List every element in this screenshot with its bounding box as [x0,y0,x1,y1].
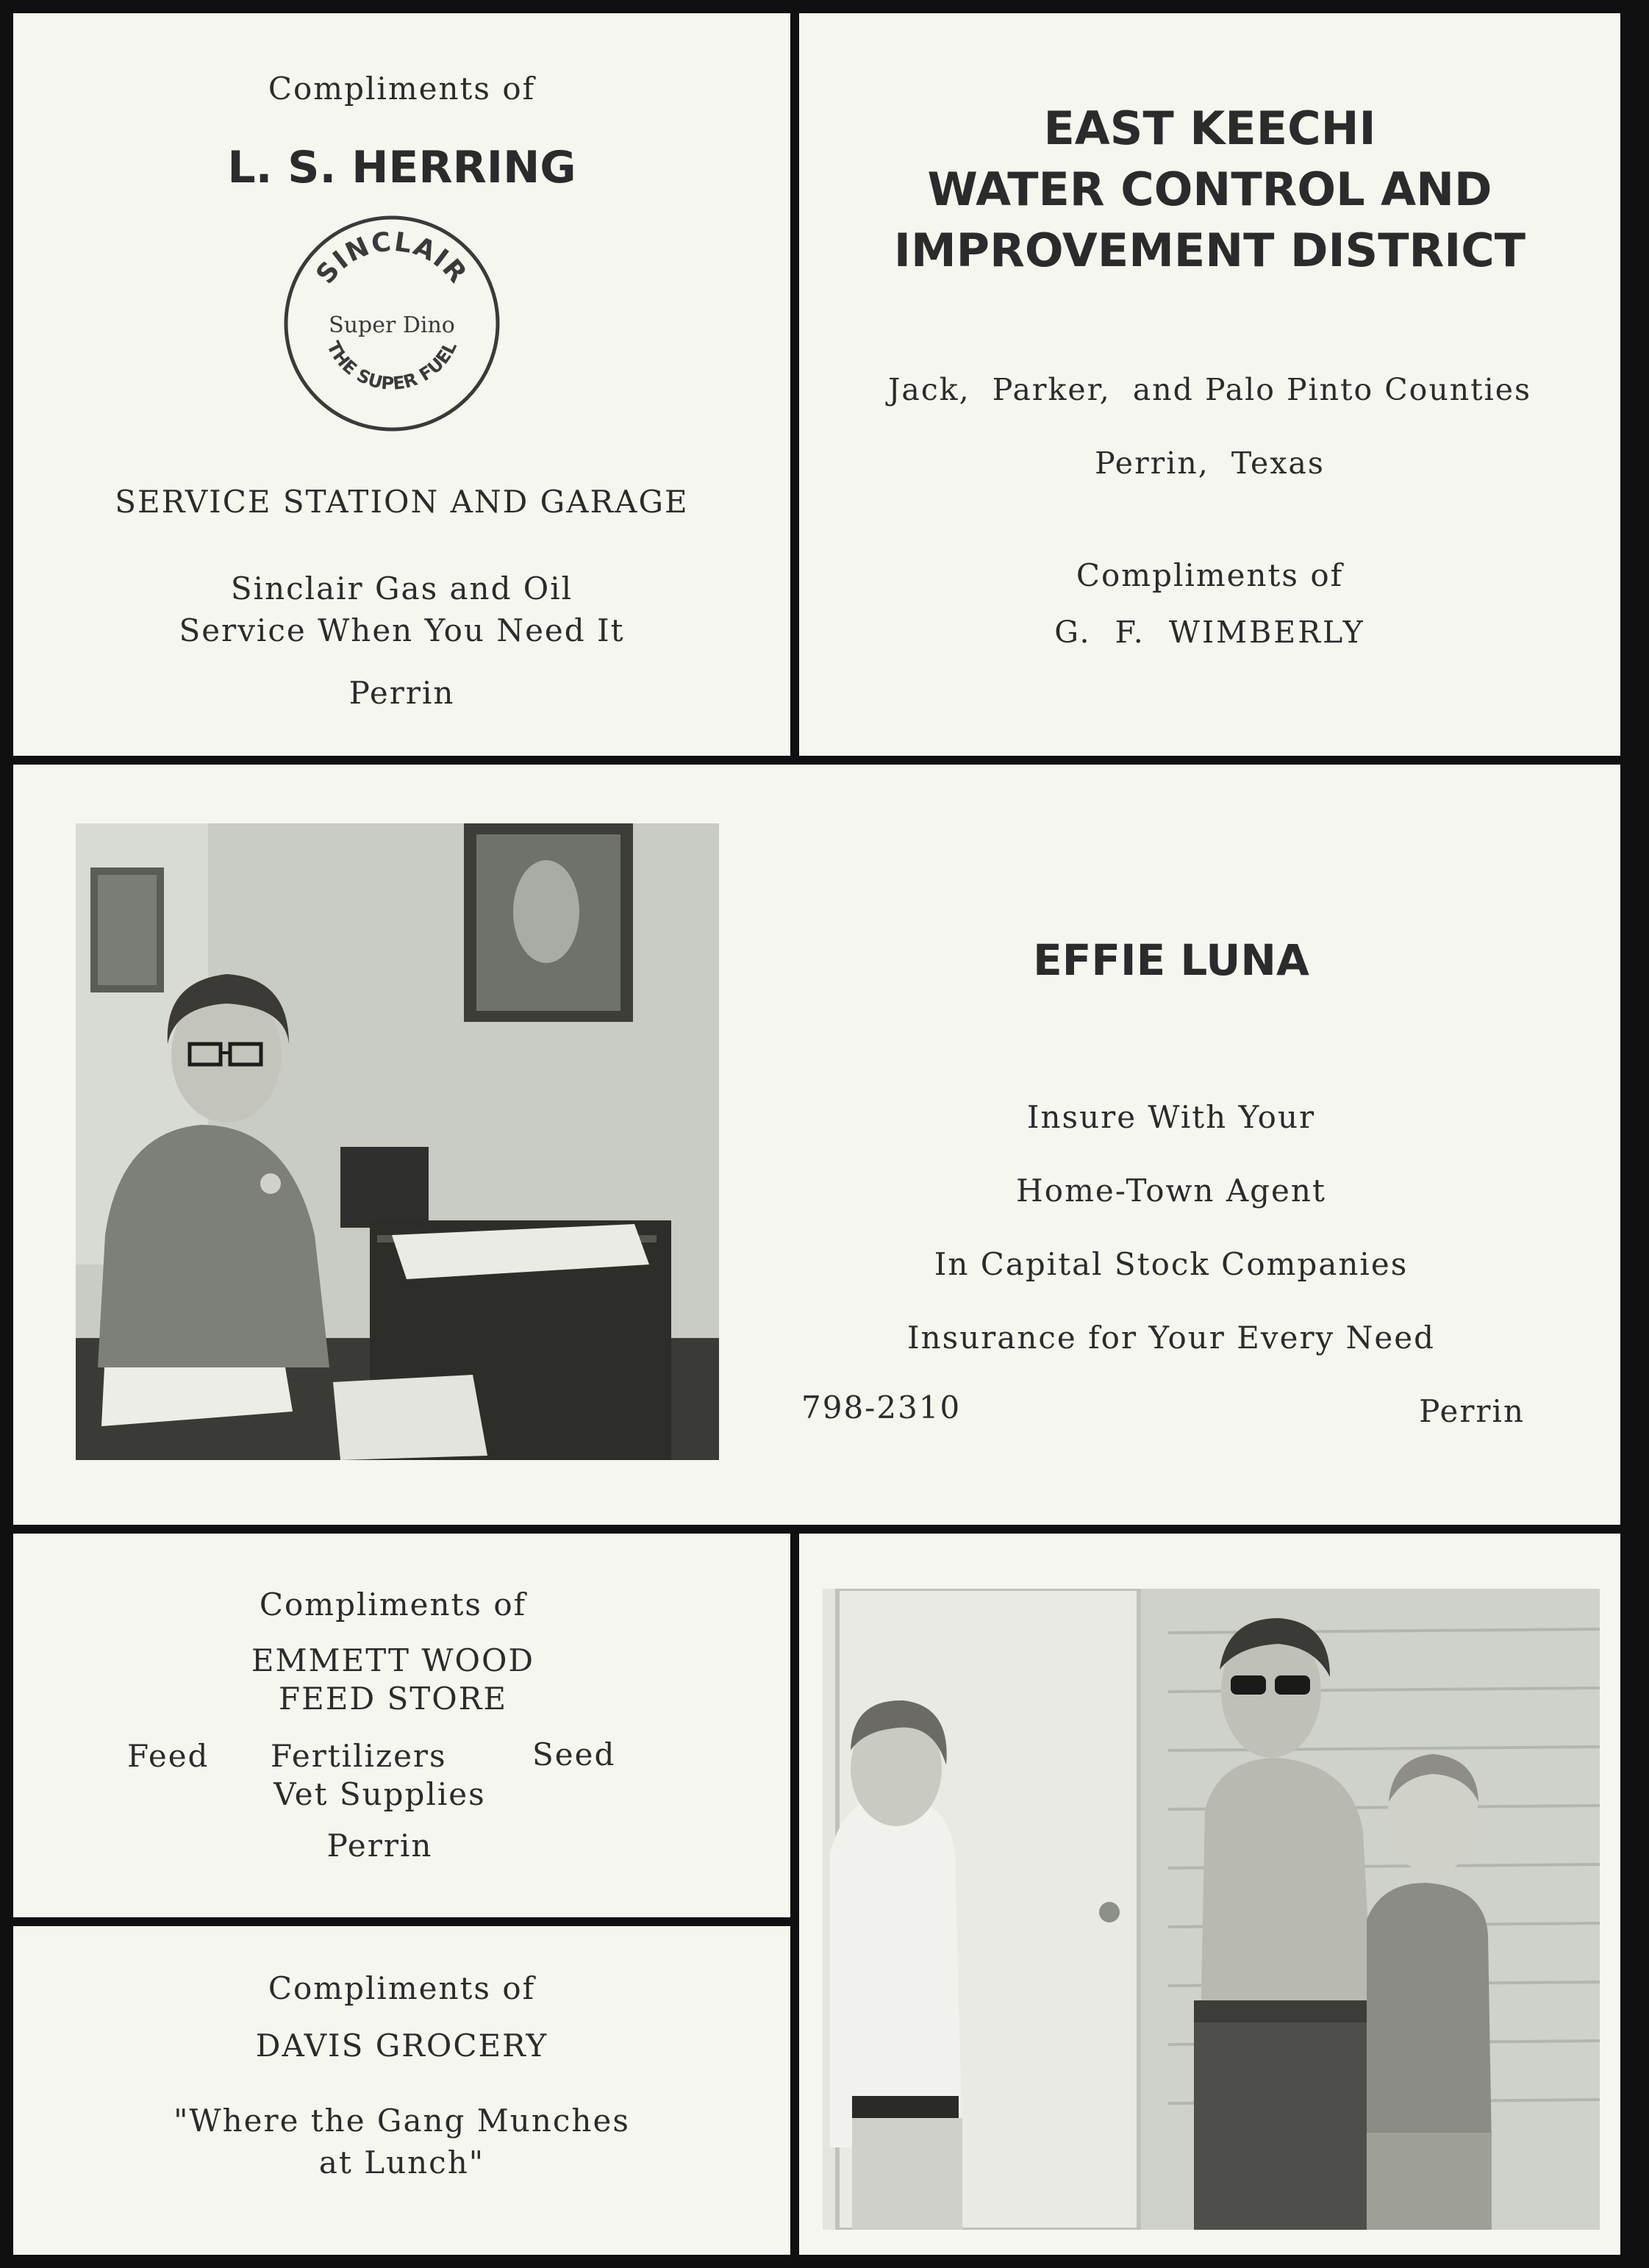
herring-name: L. S. HERRING [227,142,576,193]
svg-text:THE SUPER FUEL [323,338,461,394]
logo-slogan-text: THE SUPER FUEL [323,337,461,394]
wood-town: Perrin [326,1828,433,1864]
luna-phone: 798-2310 [801,1389,962,1425]
herring-compliments: Compliments of [268,71,536,107]
keechi-title-line3: IMPROVEMENT DISTRICT [893,223,1526,277]
photo-panel [799,1534,1620,2255]
logo-brand-text: SINCLAIR [310,226,473,290]
luna-line1: Insure With Your [1026,1099,1316,1135]
keechi-title-line2: WATER CONTROL AND [927,162,1492,216]
herring-ad [13,13,790,756]
luna-ad [13,765,1620,1525]
davis-ad [13,1926,790,2255]
keechi-title-line1: EAST KEECHI [1043,101,1376,155]
luna-town: Perrin [1419,1393,1525,1429]
luna-photo [76,823,719,1460]
keechi-location: Perrin, Texas [1095,446,1325,481]
sinclair-logo-icon [282,213,502,434]
wood-name-line1: EMMETT WOOD [251,1642,535,1678]
wood-ad [13,1534,790,1917]
herring-line1: Sinclair Gas and Oil [230,570,573,607]
keechi-ad [799,13,1620,756]
logo-product-text: Super Dino [329,312,455,338]
davis-name: DAVIS GROCERY [255,2028,548,2064]
sinclair-logo [282,213,502,434]
luna-line2: Home-Town Agent [1016,1173,1326,1209]
keechi-compliments: Compliments of [1076,557,1344,593]
wood-compliments: Compliments of [259,1586,527,1623]
wood-item-feed: Feed [127,1738,210,1774]
herring-business: SERVICE STATION AND GARAGE [115,484,689,520]
davis-slogan-line1: "Where the Gang Munches [174,2103,630,2139]
wood-item-fertilizers: Fertilizers [271,1738,447,1774]
luna-name: EFFIE LUNA [1033,935,1309,985]
wood-item-vet: Vet Supplies [273,1776,486,1812]
keechi-counties: Jack, Parker, and Palo Pinto Counties [887,372,1532,407]
keechi-sponsor: G. F. WIMBERLY [1054,615,1365,650]
luna-line3: In Capital Stock Companies [934,1246,1409,1282]
luna-line4: Insurance for Your Every Need [907,1320,1435,1356]
herring-line2: Service When You Need It [179,612,625,648]
wood-name-line2: FEED STORE [279,1681,507,1717]
people-at-door-image [823,1589,1600,2230]
men-at-door-photo [823,1589,1600,2230]
agent-at-desk-image [76,823,719,1460]
herring-town: Perrin [348,675,455,711]
wood-item-seed: Seed [532,1736,616,1772]
davis-compliments: Compliments of [268,1970,536,2006]
davis-slogan-line2: at Lunch" [318,2144,485,2181]
